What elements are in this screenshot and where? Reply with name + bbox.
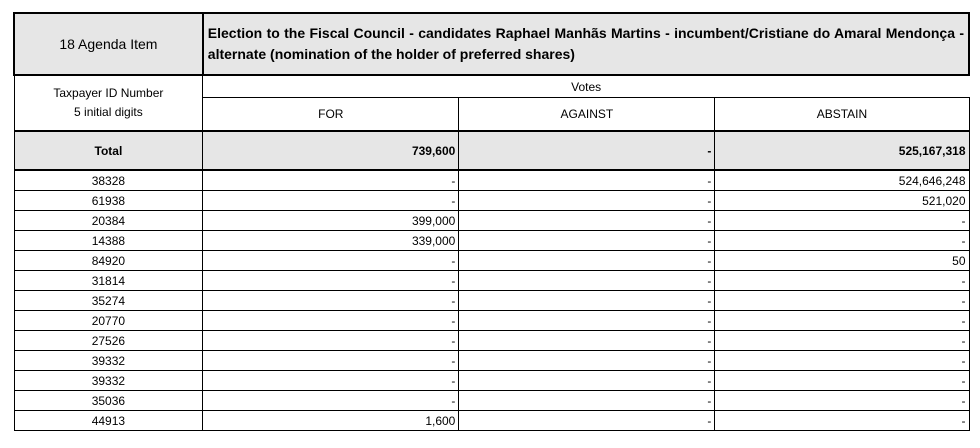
table-row (14, 291, 969, 311)
header-row (14, 13, 969, 75)
table-row (14, 251, 969, 271)
table-row (14, 211, 969, 231)
table-row (14, 391, 969, 411)
taxpayer-id-cell: 35274 (14, 291, 203, 311)
taxpayer-id-cell: 38328 (14, 170, 203, 191)
against-votes-cell: - (459, 331, 715, 351)
against-votes-cell: - (459, 271, 715, 291)
voting-table-container (13, 12, 970, 431)
for-votes-cell: - (203, 191, 459, 211)
for-votes-cell: - (203, 331, 459, 351)
abstain-votes-cell: - (715, 211, 969, 231)
against-column-header: AGAINST (459, 98, 715, 132)
against-votes-cell: - (459, 371, 715, 391)
abstain-votes-cell: - (715, 231, 969, 251)
against-votes-cell: - (459, 391, 715, 411)
against-votes-cell: - (459, 311, 715, 331)
taxpayer-id-header-line2: 5 initial digits (74, 105, 143, 119)
abstain-votes-cell: - (715, 311, 969, 331)
taxpayer-id-cell: 39332 (14, 371, 203, 391)
abstain-votes-cell: - (715, 391, 969, 411)
for-votes-cell: - (203, 251, 459, 271)
for-votes-cell: - (203, 291, 459, 311)
for-votes-cell: - (203, 170, 459, 191)
for-votes-cell: - (203, 391, 459, 411)
taxpayer-id-cell: 20384 (14, 211, 203, 231)
against-votes-cell: - (459, 351, 715, 371)
for-votes-cell: 339,000 (203, 231, 459, 251)
table-row (14, 351, 969, 371)
against-votes-cell: - (459, 251, 715, 271)
taxpayer-id-cell: 31814 (14, 271, 203, 291)
abstain-votes-cell: - (715, 291, 969, 311)
taxpayer-id-cell: 39332 (14, 351, 203, 371)
taxpayer-id-cell: 14388 (14, 231, 203, 251)
total-for: 739,600 (203, 131, 459, 170)
abstain-votes-cell: 50 (715, 251, 969, 271)
taxpayer-id-cell: 61938 (14, 191, 203, 211)
against-votes-cell: - (459, 211, 715, 231)
against-votes-cell: - (459, 291, 715, 311)
voting-table (13, 12, 970, 431)
abstain-votes-cell: 524,646,248 (715, 170, 969, 191)
agenda-title: Election to the Fiscal Council - candidates Raphael Manhãs Martins - incumbent/Cristiane do Amaral Mendonça - alternate (nomination of the holder of preferred shares) (203, 13, 969, 75)
abstain-votes-cell: - (715, 351, 969, 371)
against-votes-cell: - (459, 411, 715, 431)
table-row (14, 371, 969, 391)
abstain-votes-cell: - (715, 371, 969, 391)
table-row (14, 331, 969, 351)
taxpayer-id-cell: 35036 (14, 391, 203, 411)
for-votes-cell: 1,600 (203, 411, 459, 431)
agenda-item-label: 18 Agenda Item (14, 13, 203, 75)
total-label: Total (14, 131, 203, 170)
votes-header: Votes (203, 75, 969, 98)
abstain-votes-cell: 521,020 (715, 191, 969, 211)
total-against: - (459, 131, 715, 170)
for-column-header: FOR (203, 98, 459, 132)
against-votes-cell: - (459, 231, 715, 251)
against-votes-cell: - (459, 170, 715, 191)
taxpayer-id-header-line1: Taxpayer ID Number (53, 86, 164, 100)
against-votes-cell: - (459, 191, 715, 211)
taxpayer-id-cell: 27526 (14, 331, 203, 351)
for-votes-cell: - (203, 351, 459, 371)
table-row (14, 311, 969, 331)
taxpayer-id-cell: 44913 (14, 411, 203, 431)
abstain-votes-cell: - (715, 331, 969, 351)
for-votes-cell: - (203, 371, 459, 391)
abstain-votes-cell: - (715, 271, 969, 291)
for-votes-cell: 399,000 (203, 211, 459, 231)
table-row (14, 231, 969, 251)
for-votes-cell: - (203, 271, 459, 291)
votes-header-row (14, 75, 969, 98)
taxpayer-id-cell: 20770 (14, 311, 203, 331)
table-row (14, 411, 969, 431)
table-row (14, 191, 969, 211)
table-row (14, 271, 969, 291)
taxpayer-id-cell: 84920 (14, 251, 203, 271)
total-abstain: 525,167,318 (715, 131, 969, 170)
abstain-column-header: ABSTAIN (715, 98, 969, 132)
abstain-votes-cell: - (715, 411, 969, 431)
taxpayer-id-header (14, 75, 203, 131)
for-votes-cell: - (203, 311, 459, 331)
table-row (14, 170, 969, 191)
total-row (14, 131, 969, 170)
